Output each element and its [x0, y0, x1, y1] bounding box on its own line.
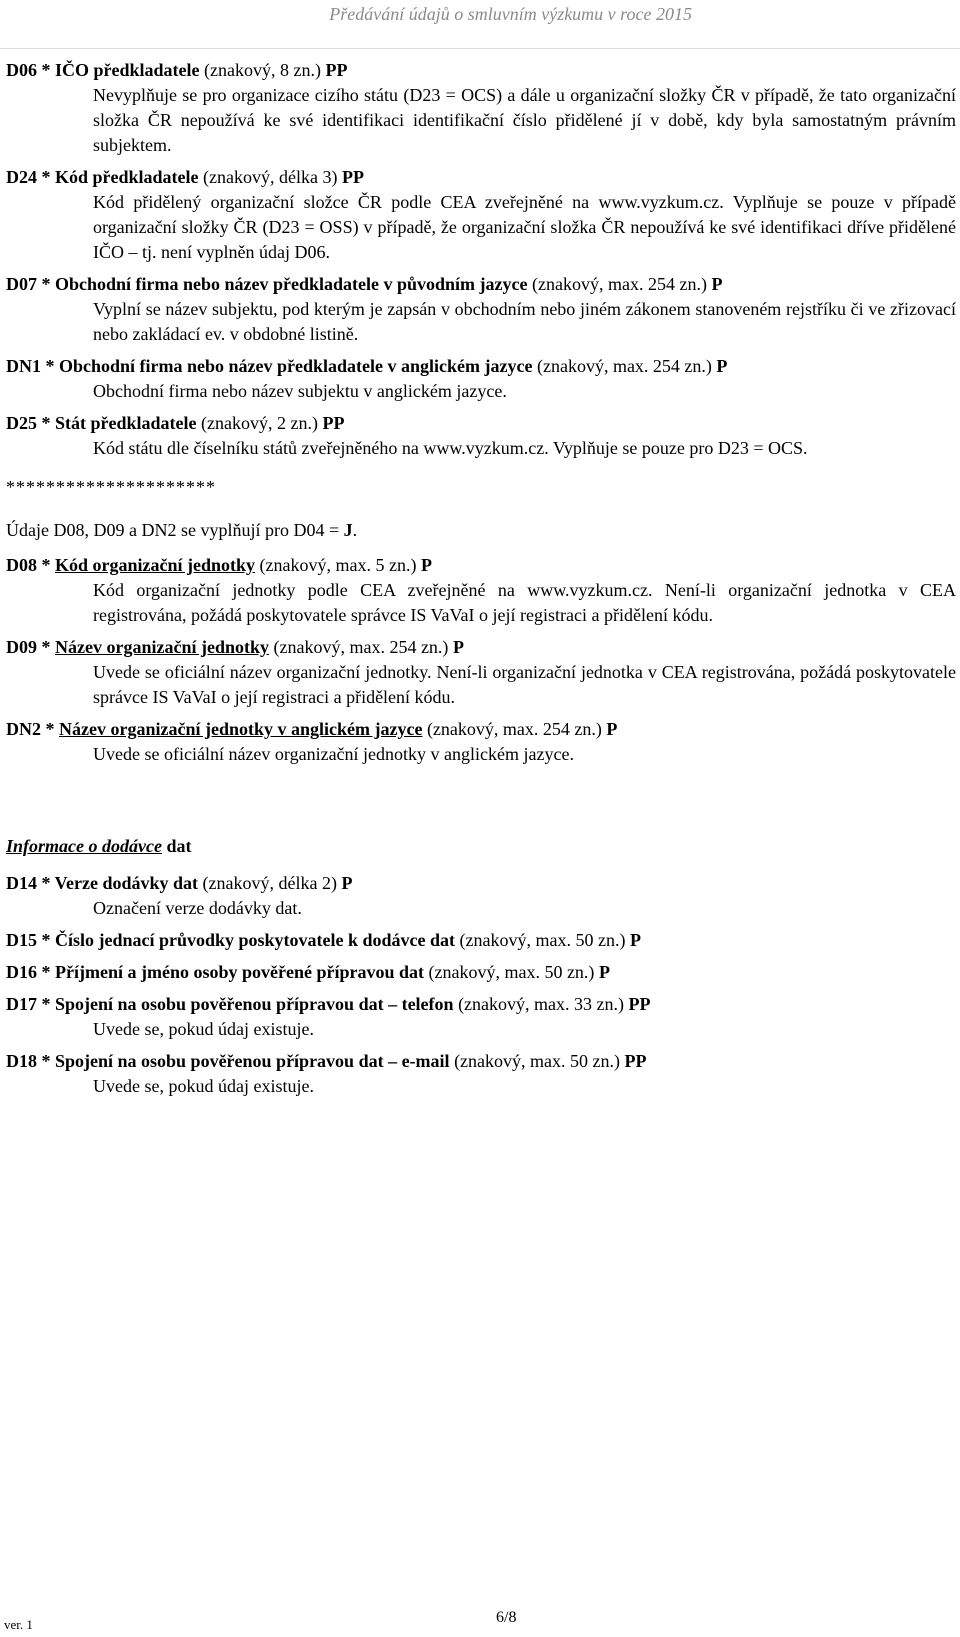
item-requirement: PP: [628, 994, 651, 1014]
item-heading: [6, 717, 956, 742]
item-d15: [6, 928, 956, 953]
item-description: Označení verze dodávky dat.: [93, 898, 302, 918]
document-body: [6, 58, 956, 1106]
footer-page-number: 6/8: [496, 1609, 517, 1626]
footer-version: ver. 1: [4, 1617, 33, 1632]
section-title-rest: dat: [161, 836, 192, 856]
item-spec: (znakový, délka 3): [198, 167, 342, 187]
note-value: J: [343, 520, 353, 540]
item-code: D16 * Příjmení a jméno osoby pověřené přípravou dat: [6, 962, 424, 982]
item-description: Obchodní firma nebo název subjektu v anglickém jazyce.: [93, 381, 507, 401]
item-code: D17 * Spojení na osobu pověřenou přípravou dat – telefon: [6, 994, 454, 1014]
item-requirement: PP: [624, 1051, 647, 1071]
item-spec: (znakový, max. 5 zn.): [255, 555, 421, 575]
item-d18: [6, 1049, 956, 1099]
header-divider: [0, 48, 960, 49]
item-requirement: P: [630, 930, 641, 950]
item-dn2: [6, 717, 956, 767]
item-heading: [6, 960, 956, 985]
item-heading: [6, 992, 956, 1017]
item-heading: [6, 272, 956, 297]
item-d17: [6, 992, 956, 1042]
item-heading: [6, 1049, 956, 1074]
item-spec: (znakový, 2 zn.): [196, 413, 323, 433]
item-code: D18 * Spojení na osobu pověřenou přípravou dat – e-mail: [6, 1051, 450, 1071]
item-spec: (znakový, max. 50 zn.): [455, 930, 630, 950]
item-spec: (znakový, délka 2): [198, 873, 342, 893]
item-dn1: [6, 354, 956, 404]
item-requirement: P: [452, 637, 464, 657]
item-requirement: PP: [341, 167, 364, 187]
condition-note: [6, 518, 956, 543]
item-description: Kód přidělený organizační složce ČR podle CEA zveřejněné na www.vyzkum.cz. Vyplňuje se pouze v případě organizační složky ČR (D23 = OSS) v případě, že organizační složka ČR nepoužívá ke své identifikaci dříve přidělené IČO – tj. není vyplněn údaj D06.: [93, 192, 956, 262]
item-code-underlined: Název organizační jednotky v anglickém jazyce: [59, 719, 423, 739]
item-requirement: P: [606, 719, 618, 739]
item-requirement: PP: [322, 413, 345, 433]
item-requirement: PP: [325, 60, 348, 80]
separator-line: *********************: [6, 477, 216, 497]
item-requirement: P: [716, 356, 728, 376]
item-code: D09 *: [6, 637, 55, 657]
item-requirement: P: [341, 873, 353, 893]
item-spec: (znakový, max. 50 zn.): [423, 962, 599, 982]
item-heading: [6, 635, 956, 660]
section-title-italic: Informace o dodávce: [6, 836, 162, 856]
item-code: D07 * Obchodní firma nebo název předkladatele v původním jazyce: [6, 274, 528, 294]
item-d24: [6, 165, 956, 265]
item-spec: (znakový, max. 254 zn.): [422, 719, 607, 739]
item-code: D06 * IČO předkladatele: [6, 60, 200, 80]
item-code: D14 * Verze dodávky dat: [6, 873, 199, 893]
item-d08: [6, 553, 956, 628]
item-d25: [6, 411, 956, 461]
item-d07: [6, 272, 956, 347]
item-heading: [6, 871, 956, 896]
item-d06: [6, 58, 956, 158]
item-description: Vyplní se název subjektu, pod kterým je zapsán v obchodním nebo jiném zákonem stanoveném rejstříku či ve zřizovací nebo zakládací ev. v obdobné listině.: [93, 299, 956, 344]
item-spec: (znakový, max. 33 zn.): [453, 994, 629, 1014]
note-text: Údaje D08, D09 a DN2 se vyplňují pro D04 =: [6, 520, 344, 540]
item-code: D25 * Stát předkladatele: [6, 413, 197, 433]
item-heading: [6, 553, 956, 578]
item-d16: [6, 960, 956, 985]
page-header: Předávání údajů o smluvním výzkumu v roce 2015: [329, 4, 692, 24]
item-spec: (znakový, 8 zn.): [199, 60, 326, 80]
item-requirement: P: [711, 274, 723, 294]
item-description: Kód státu dle číselníku států zveřejněného na www.vyzkum.cz. Vyplňuje se pouze pro D23 = OCS.: [93, 438, 808, 458]
item-description: Uvede se oficiální název organizační jednotky. Není-li organizační jednotka v CEA registrována, požádá poskytovatele správce IS VaVaI o její registraci a přidělení kódu.: [93, 662, 956, 707]
item-heading: [6, 58, 956, 83]
item-requirement: P: [420, 555, 432, 575]
item-description: Uvede se oficiální název organizační jednotky v anglickém jazyce.: [93, 744, 574, 764]
item-code: DN1 * Obchodní firma nebo název předkladatele v anglickém jazyce: [6, 356, 533, 376]
section-heading: [6, 834, 956, 859]
item-spec: (znakový, max. 50 zn.): [449, 1051, 625, 1071]
item-description: Uvede se, pokud údaj existuje.: [93, 1019, 314, 1039]
item-code-underlined: Kód organizační jednotky: [55, 555, 256, 575]
item-heading: [6, 354, 956, 379]
item-code: DN2 *: [6, 719, 59, 739]
item-code-underlined: Název organizační jednotky: [55, 637, 269, 657]
item-heading: [6, 165, 956, 190]
item-code: D15 * Číslo jednací průvodky poskytovatele k dodávce dat: [6, 930, 456, 950]
item-code: D24 * Kód předkladatele: [6, 167, 199, 187]
item-description: Kód organizační jednotky podle CEA zveřejněné na www.vyzkum.cz. Není-li organizační jednotka v CEA registrována, požádá poskytovatele správce IS VaVaI o její registraci a přidělení kódu.: [93, 580, 956, 625]
section-spacer: [6, 774, 956, 834]
item-description: Nevyplňuje se pro organizace cizího státu (D23 = OCS) a dále u organizační složky ČR v případě, že tato organizační složka ČR nepoužívá ke své identifikaci identifikační číslo přidělené jí v době, kdy byla samostatným právním subjektem.: [93, 85, 956, 155]
item-description: Uvede se, pokud údaj existuje.: [93, 1076, 314, 1096]
item-heading: [6, 411, 956, 436]
item-heading: [6, 928, 956, 953]
item-spec: (znakový, max. 254 zn.): [527, 274, 712, 294]
item-requirement: P: [598, 962, 610, 982]
item-spec: (znakový, max. 254 zn.): [532, 356, 717, 376]
item-spec: (znakový, max. 254 zn.): [268, 637, 453, 657]
item-code: D08 *: [6, 555, 55, 575]
note-end: .: [352, 520, 358, 540]
item-d14: [6, 871, 956, 921]
item-d09: [6, 635, 956, 710]
